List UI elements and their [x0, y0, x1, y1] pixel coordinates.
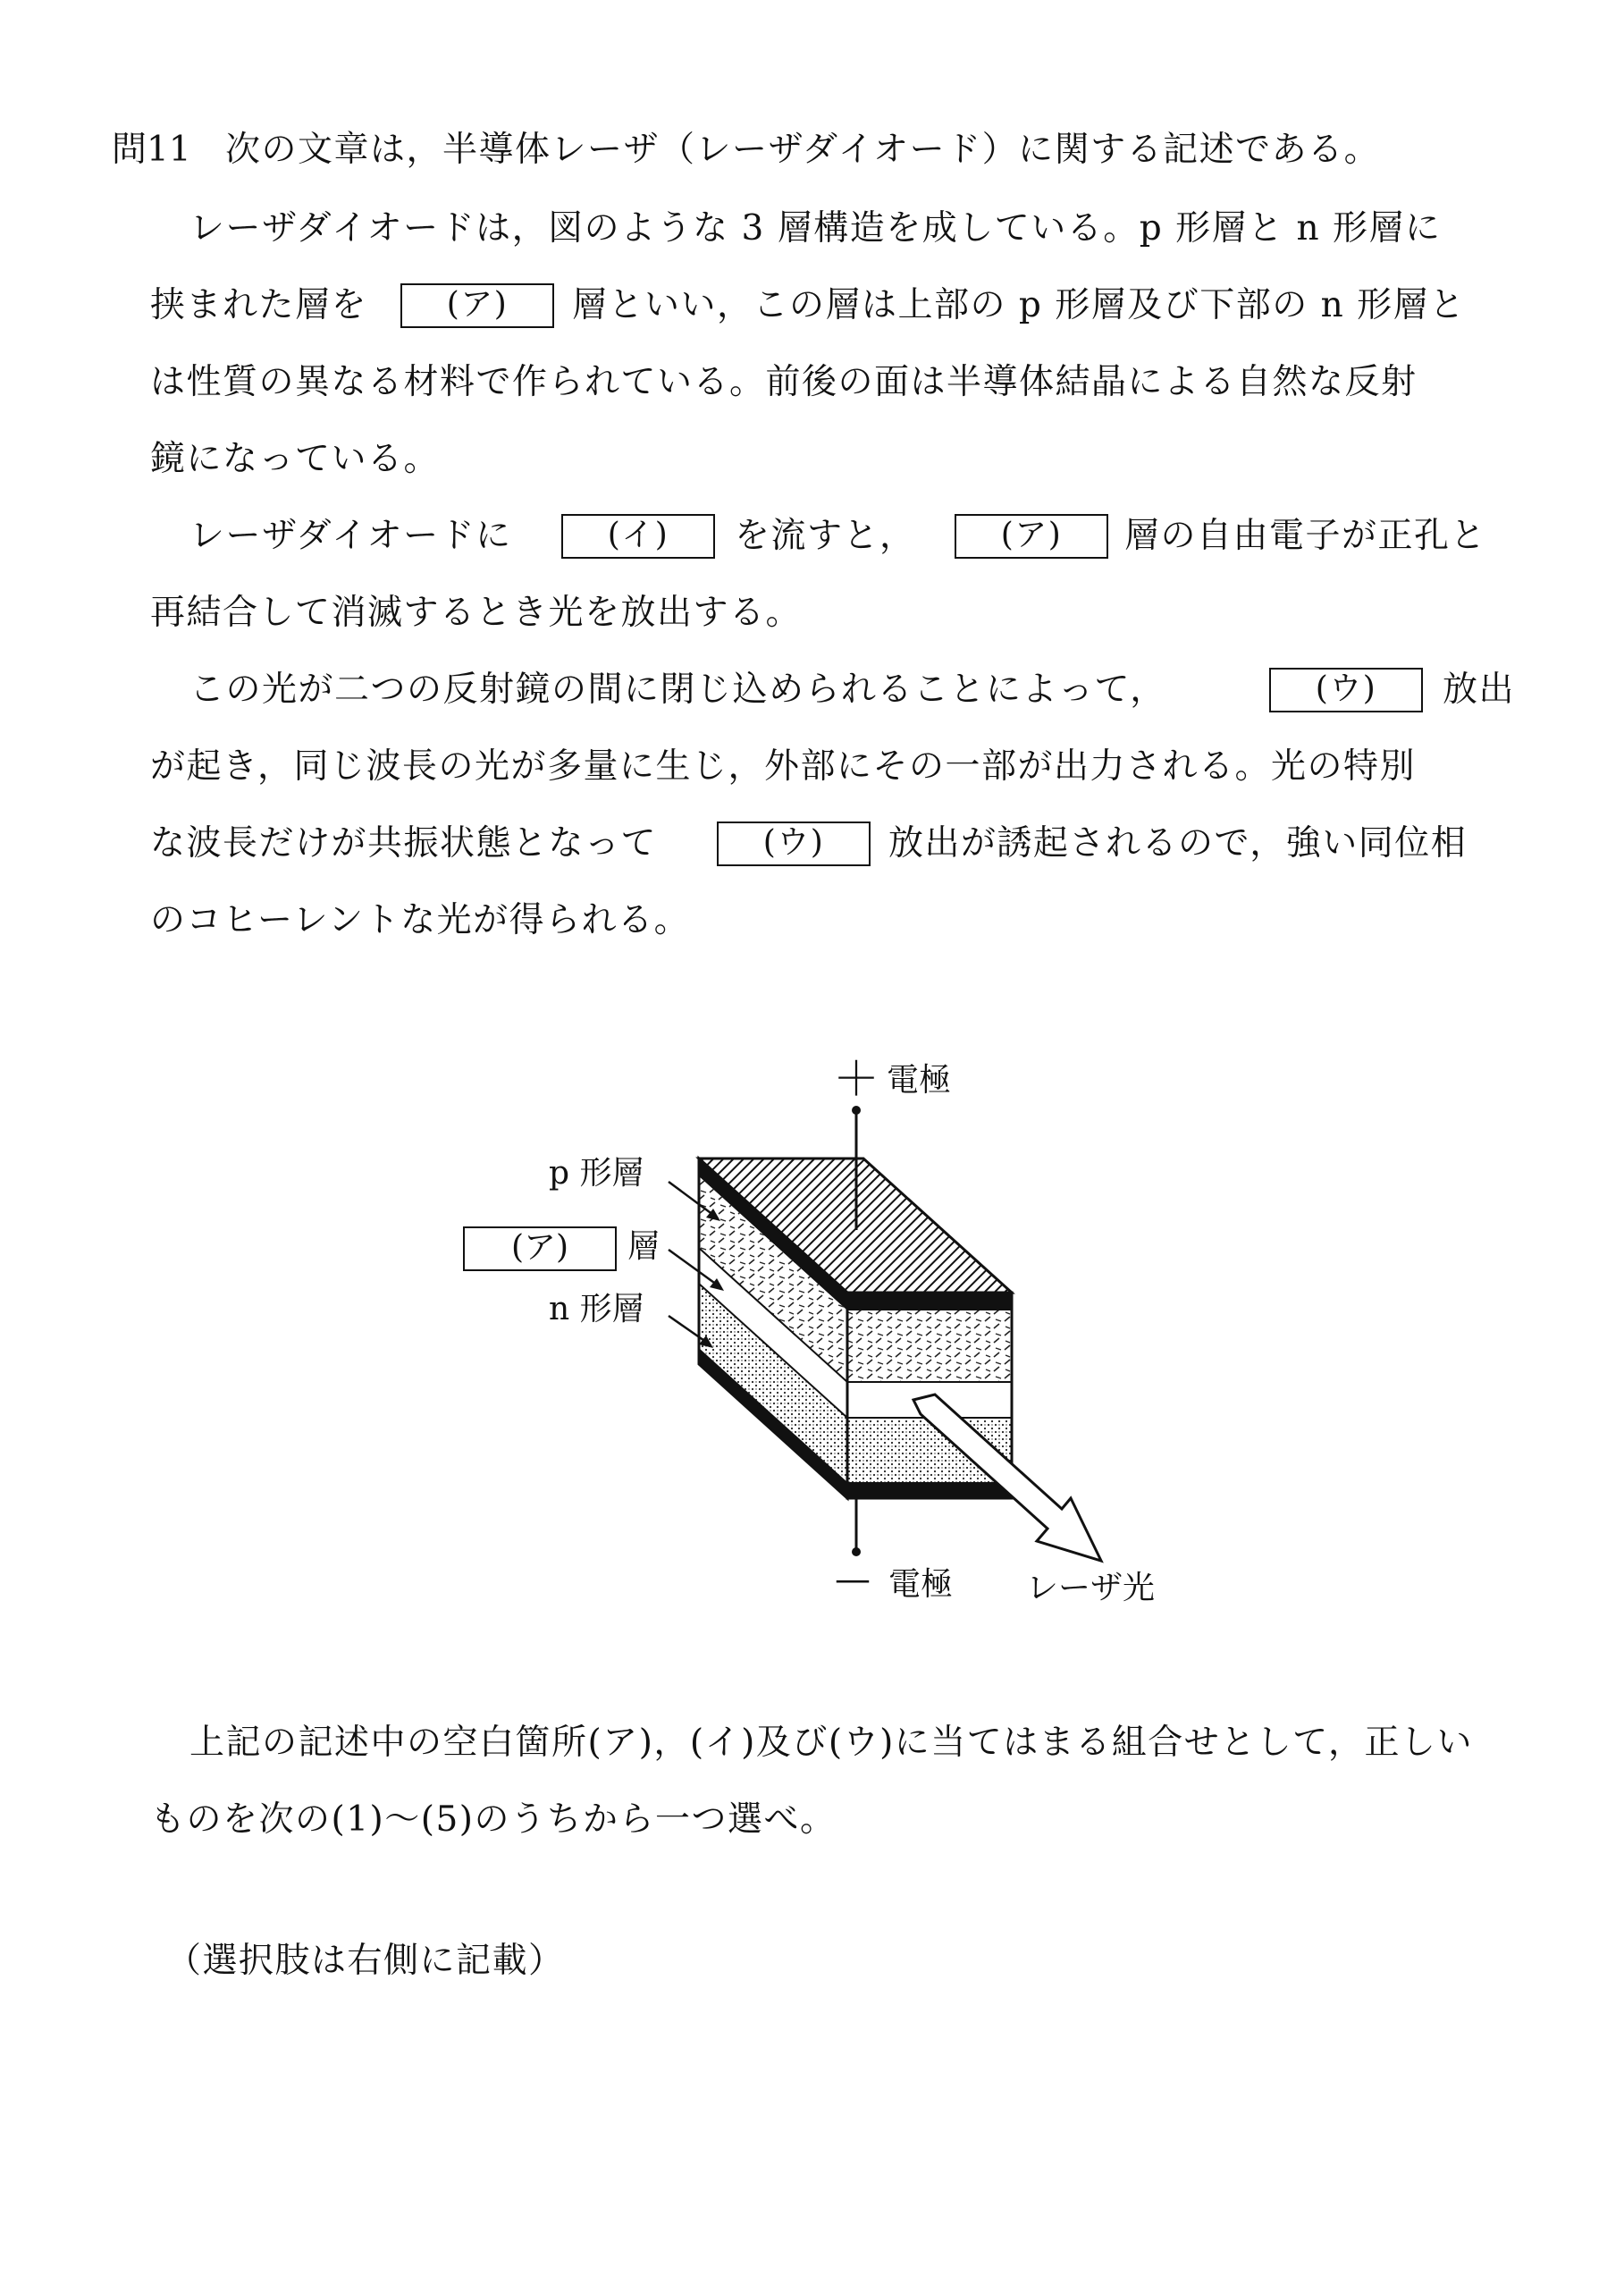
text-run: 層といい，この層は上部の p 形層及び下部の n 形層と — [572, 285, 1466, 325]
text-run: 放出が誘起されるので，強い同位相 — [888, 823, 1468, 864]
blank-a: (ア) — [955, 514, 1108, 559]
choices-note: （選択肢は右側に記載） — [166, 1941, 565, 1981]
figure-blank-a: (ア) — [463, 1226, 617, 1271]
front-electrode-bottom — [847, 1482, 1012, 1498]
instruction-line-1 — [0, 1716, 1624, 1770]
blank-u: (ウ) — [1269, 668, 1423, 712]
text-run: ものを次の(1)〜(5)のうちから一つ選べ。 — [150, 1799, 837, 1840]
laser-light-label: レーザ光 — [1026, 1570, 1156, 1606]
text-run: な波長だけが共振状態となって — [150, 823, 658, 864]
middle-layer-label: 層 — [627, 1228, 661, 1265]
question-lead: 次の文章は，半導体レーザ（レーザダイオード）に関する記述である。 — [225, 130, 1381, 170]
top-electrode-terminal — [852, 1106, 861, 1115]
text-run: 層の自由電子が正孔と — [1124, 516, 1487, 556]
text-run: 放出 — [1443, 670, 1516, 710]
choices-note-line — [0, 1934, 1624, 1988]
text-run: を流すと， — [735, 516, 916, 556]
instruction-line-2 — [0, 1793, 1624, 1847]
plus-sign: ＋ — [833, 1053, 880, 1107]
text-run: レーザダイオードは，図のような 3 層構造を成している。p 形層と n 形層に — [189, 208, 1442, 249]
front-p-layer — [847, 1310, 1012, 1382]
question-number: 問11 — [112, 130, 191, 170]
text-run: 再結合して消滅するとき光を放出する。 — [150, 593, 803, 633]
text-run: この光が二つの反射鏡の間に閉じ込められることによって， — [189, 670, 1166, 710]
electrode-label-top: 電極 — [887, 1062, 952, 1099]
blank-u: (ウ) — [717, 822, 871, 866]
blank-i: (イ) — [561, 514, 715, 559]
bottom-electrode-terminal — [852, 1547, 861, 1556]
text-run: 上記の記述中の空白箇所(ア)，(イ)及び(ウ)に当てはまる組合せとして，正しい — [189, 1723, 1474, 1763]
text-run: は性質の異なる材料で作られている。前後の面は半導体結晶による自然な反射 — [150, 362, 1418, 402]
text-run: が起き，同じ波長の光が多量に生じ，外部にその一部が出力される。光の特別 — [150, 746, 1416, 787]
p-layer-label: p 形層 — [549, 1155, 644, 1192]
text-run: 挟まれた層を — [150, 285, 368, 325]
text-run: 鏡になっている。 — [150, 439, 441, 479]
text-run: レーザダイオードに — [189, 516, 512, 556]
minus-sign: — — [835, 1559, 871, 1600]
blank-a: (ア) — [400, 283, 554, 328]
electrode-label-bottom: 電極 — [888, 1566, 954, 1603]
text-run: のコヒーレントな光が得られる。 — [150, 900, 691, 940]
n-layer-label: n 形層 — [549, 1291, 644, 1327]
front-electrode-top — [847, 1293, 1012, 1310]
